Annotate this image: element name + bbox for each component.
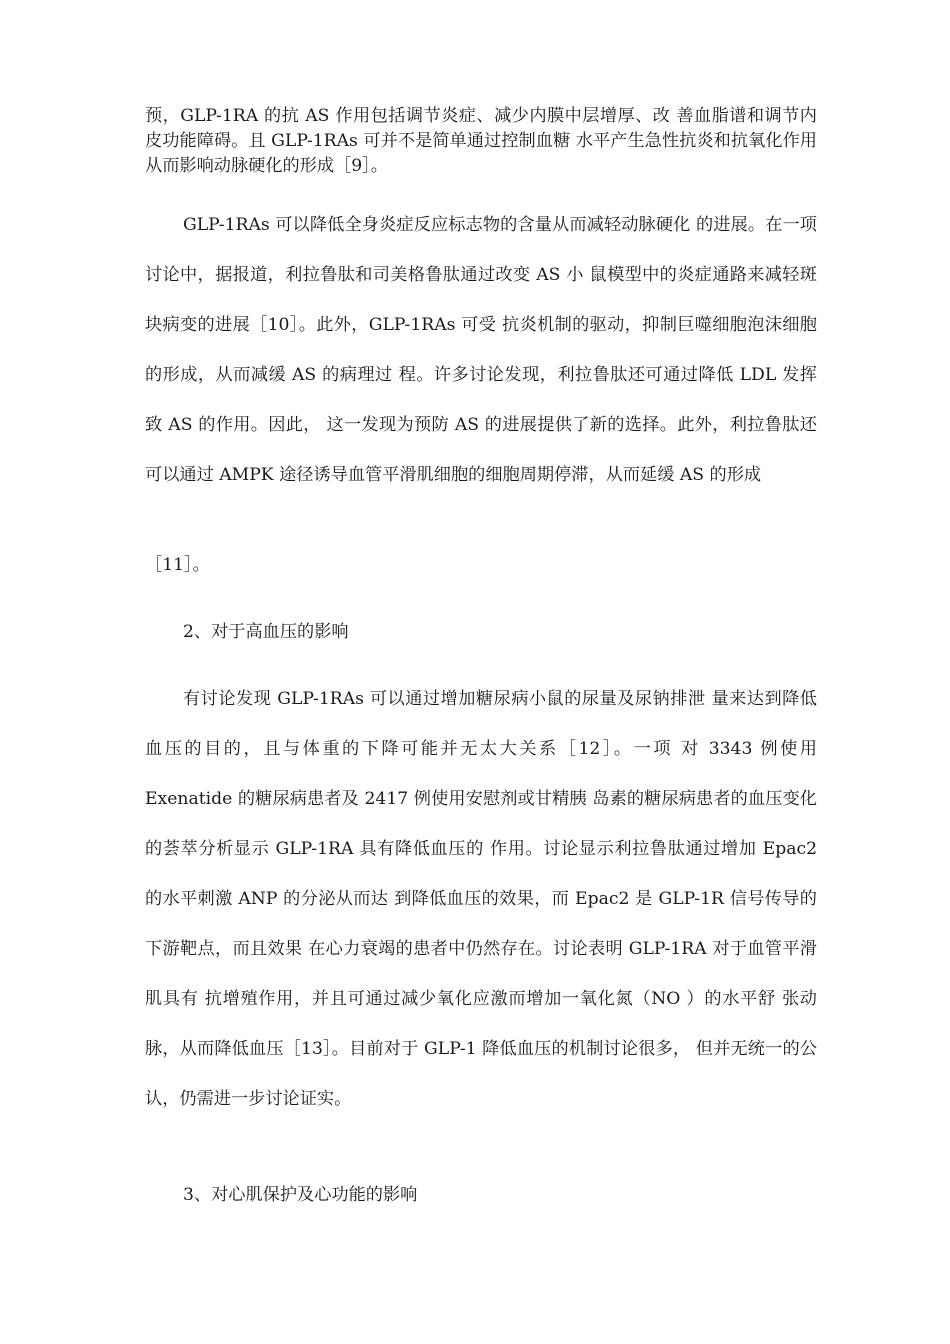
paragraph-hypertension: 有讨论发现 GLP-1RAs 可以通过增加糖尿病小鼠的尿量及尿钠排泄 量来达到降低血压的目的，且与体重的下降可能并无太大关系［12］。一项 对 3343 例使用 Exenatide 的糖尿病患者及 2417 例使用安慰剂或甘精胰 岛素的糖尿病患者的血压变化的荟萃分析显示 GLP-1RA 具有降低血压的 作用。讨论显示利拉鲁肽通过增加 Epac2 的水平刺激 ANP 的分泌从而达 到降低血压的效果，而 Epac2 是 GLP-1R 信号传导的下游靶点，而且效果 在心力衰竭的患者中仍然存在。讨论表明 GLP-1RA 对于血管平滑肌具有 抗增殖作用，并且可通过减少氧化应激而增加一氧化氮（NO ）的水平舒 张动脉，从而降低血压［13］。目前对于 GLP-1 降低血压的机制讨论很多， 但并无统一的公认，仍需进一步讨论证实。 <box>145 689 817 1109</box>
paragraph-glp1-inflammation: GLP-1RAs 可以降低全身炎症反应标志物的含量从而减轻动脉硬化 的进展。在一项讨论中，据报道，利拉鲁肽和司美格鲁肽通过改变 AS 小 鼠模型中的炎症通路来减轻斑块病变的进展［10］。此外，GLP-1RAs 可受 抗炎机制的驱动，抑制巨噬细胞泡沫细胞的形成，从而减缓 AS 的病理过 程。许多讨论发现，利拉鲁肽还可通过降低 LDL 发挥致 AS 的作用。因此， 这一发现为预防 AS 的进展提供了新的选择。此外，利拉鲁肽还可以通过 AMPK 途径诱导血管平滑肌细胞的细胞周期停滞，从而延缓 AS 的形成 <box>145 215 817 485</box>
section-heading-hypertension: 2、对于高血压的影响 <box>183 622 349 642</box>
reference-11: ［11］。 <box>145 555 210 575</box>
section-heading-cardioprotection: 3、对心肌保护及心功能的影响 <box>183 1185 418 1205</box>
paragraph-atherosclerosis-summary: 预，GLP-1RA 的抗 AS 作用包括调节炎症、减少内膜中层增厚、改 善血脂谱和调节内皮功能障碍。且 GLP-1RAs 可并不是简单通过控制血糖 水平产生急性抗炎和抗氧化作用从而影响动脉硬化的形成［9］。 <box>145 106 817 176</box>
